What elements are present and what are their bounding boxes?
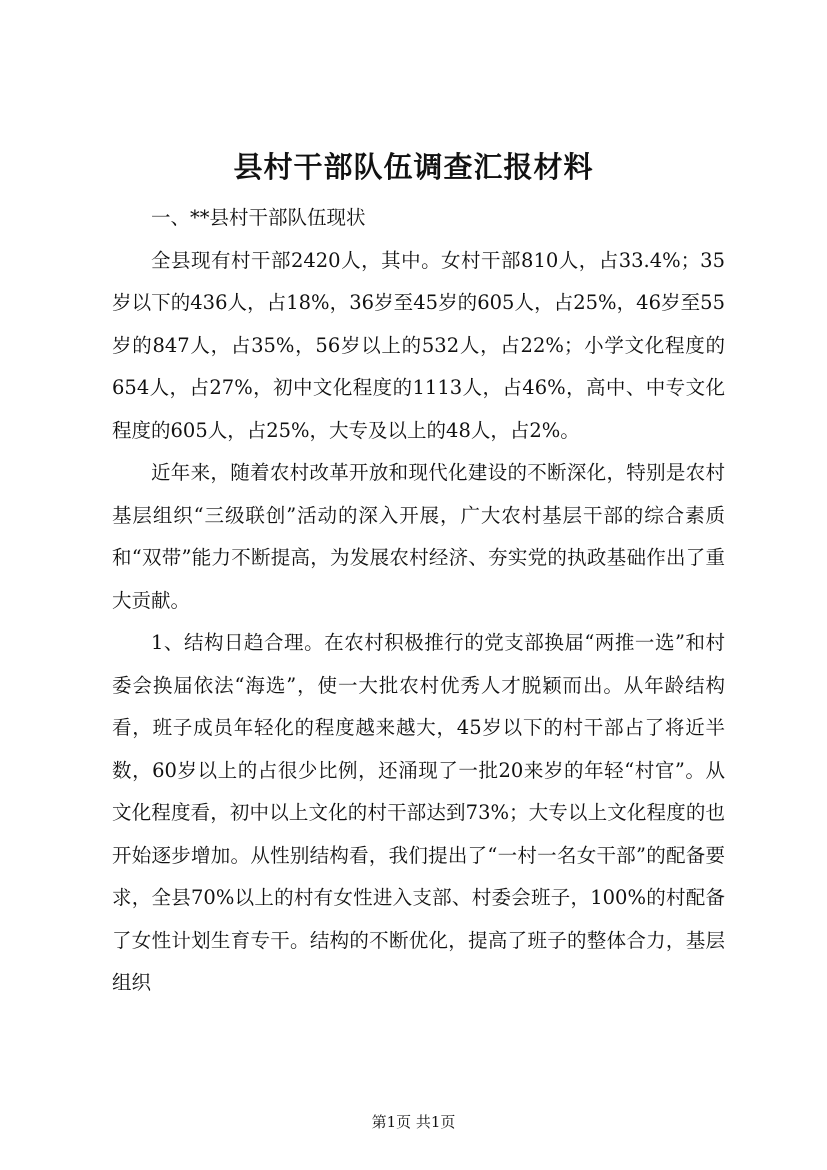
page-footer: 第1页 共1页 bbox=[371, 1113, 456, 1131]
paragraph-statistics: 全县现有村干部2420人，其中。女村干部810人，占33.4%；35岁以下的436人，占18%，36岁至45岁的605人，占25%，46岁至55岁的847人，占35%，56岁以上的532人，占22%；小学文化程度的654人，占27%，初中文化程度的1113人，占46%，高中、中专文化程度的605人，占25%，大专及以上的48人，占2%。 bbox=[112, 248, 725, 442]
document-title: 县村干部队伍调查汇报材料 bbox=[233, 150, 594, 184]
paragraph-overview: 近年来，随着农村改革开放和现代化建设的不断深化，特别是农村基层组织“三级联创”活动的深入开展，广大农村基层干部的综合素质和“双带”能力不断提高，为发展农村经济、夯实党的执政基础作出了重大贡献。 bbox=[112, 461, 725, 612]
paragraph-structure: 1、结构日趋合理。在农村积极推行的党支部换届“两推一选”和村委会换届依法“海选”，使一大批农村优秀人才脱颖而出。从年龄结构看，班子成员年轻化的程度越来越大，45岁以下的村干部占了将近半数，60岁以上的占很少比例，还涌现了一批20来岁的年轻“村官”。从文化程度看，初中以上文化的村干部达到73%；大专以上文化程度的也开始逐步增加。从性别结构看，我们提出了“一村一名女干部”的配备要求，全县70%以上的村有女性进入支部、村委会班子，100%的村配备了女性计划生育专干。结构的不断优化，提高了班子的整体合力，基层组织 bbox=[112, 631, 725, 994]
document-body bbox=[112, 197, 725, 1005]
section-heading: 一、**县村干部队伍现状 bbox=[151, 206, 366, 229]
